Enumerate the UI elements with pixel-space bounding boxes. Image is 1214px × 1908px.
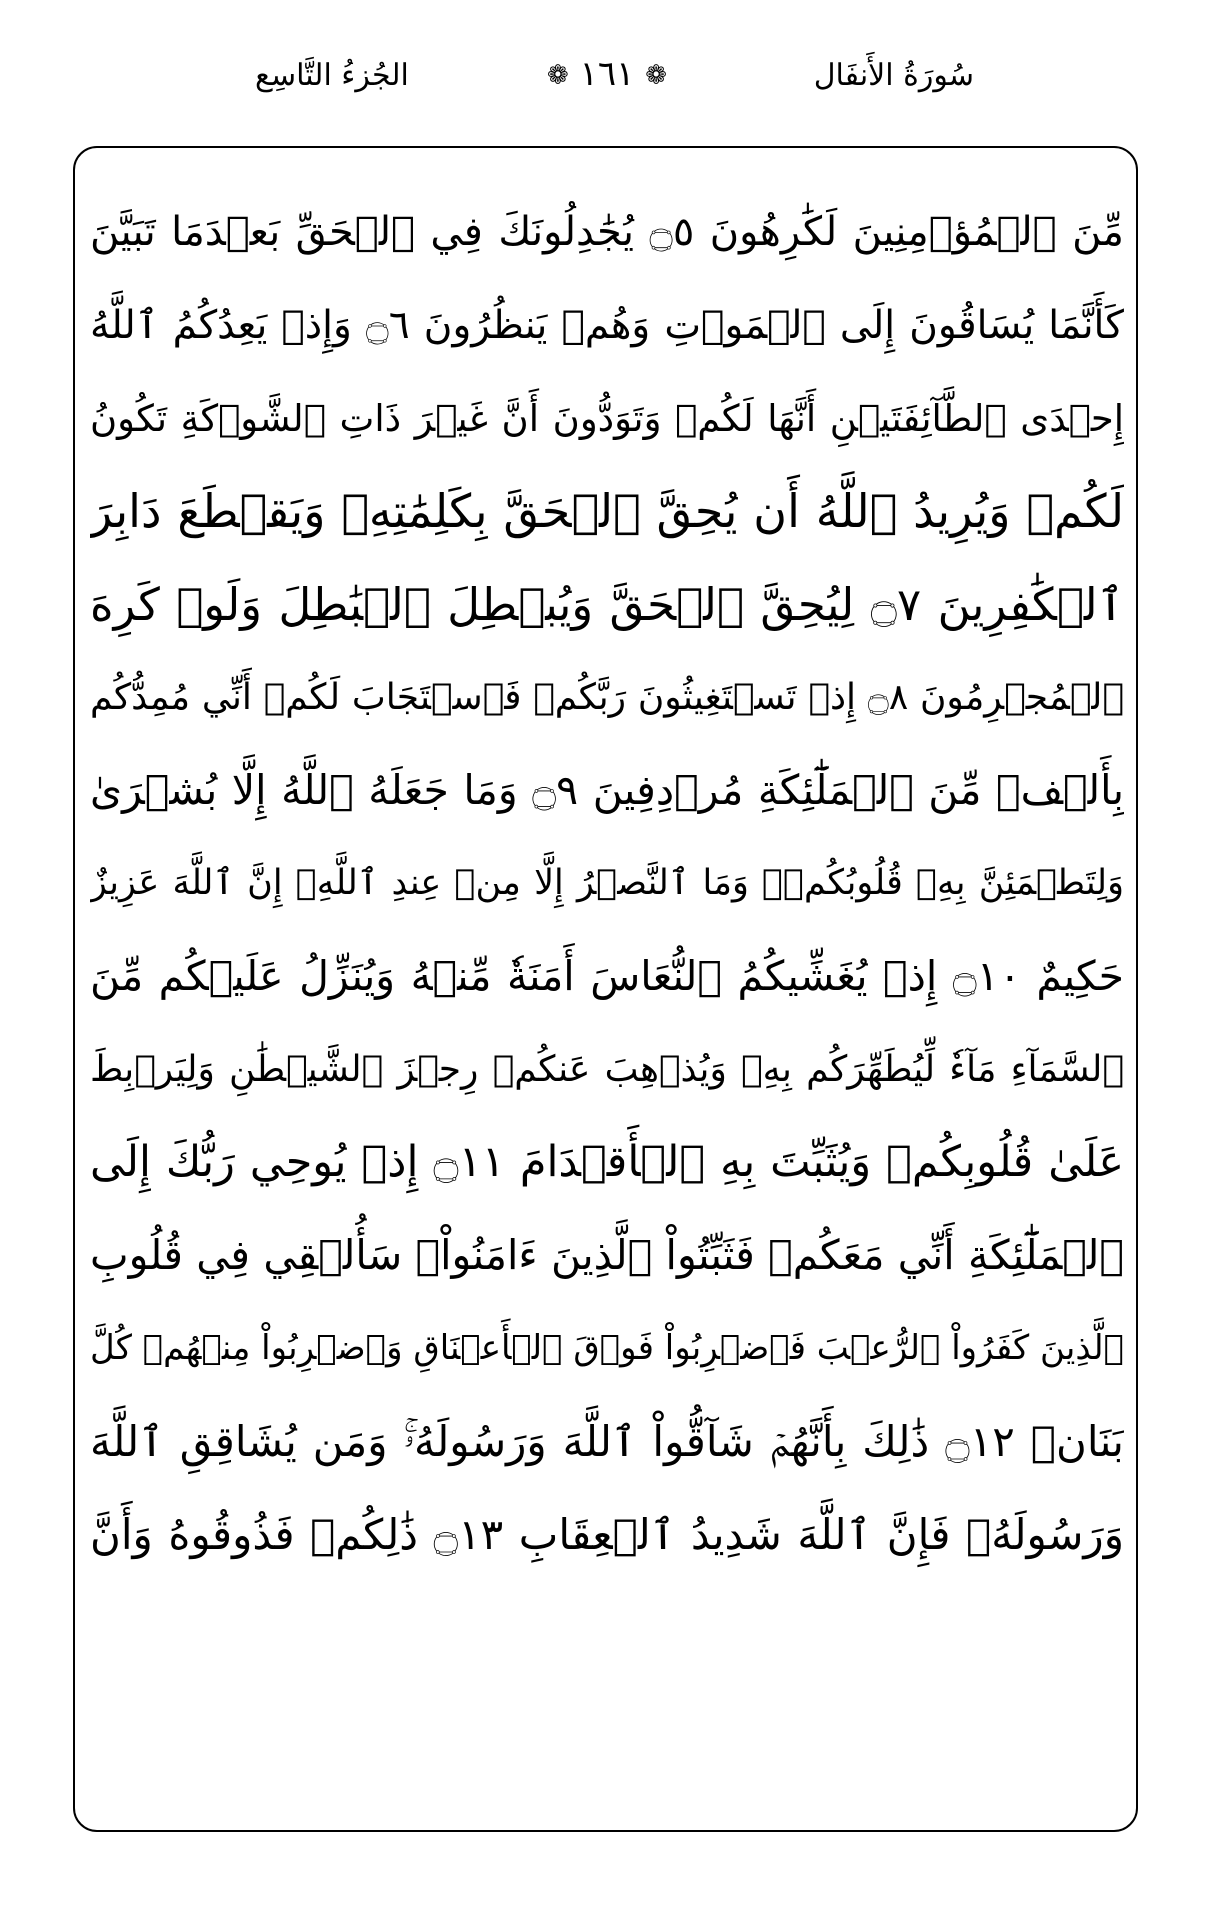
- text-line: عَلَىٰ قُلُوبِكُمۡ وَيُثَبِّتَ بِهِ ٱلۡأَقۡدَامَ ۝١١ إِذۡ يُوحِي رَبُّكَ إِلَى: [90, 1137, 1124, 1187]
- page-header: [0, 40, 1214, 120]
- juz-name: الجُزءُ التَّاسِع: [255, 58, 409, 93]
- ornament-right-icon: ❁: [645, 60, 667, 91]
- text-line: مِّنَ ٱلۡمُؤۡمِنِينَ لَكَٰرِهُونَ ۝٥ يُجَٰدِلُونَكَ فِي ٱلۡحَقِّ بَعۡدَمَا تَبَيَّنَ: [90, 209, 1124, 255]
- text-line: ٱلۡمُجۡرِمُونَ ۝٨ إِذۡ تَسۡتَغِيثُونَ رَبَّكُمۡ فَٱسۡتَجَابَ لَكُمۡ أَنِّي مُمِدُّكُم: [90, 677, 1124, 718]
- page-number: ١٦١: [579, 54, 635, 94]
- text-line: بِأَلۡفٖ مِّنَ ٱلۡمَلَٰٓئِكَةِ مُرۡدِفِينَ ۝٩ وَمَا جَعَلَهُ ٱللَّهُ إِلَّا بُشۡرَىٰ: [90, 766, 1124, 814]
- text-line: ٱلۡكَٰفِرِينَ ۝٧ لِيُحِقَّ ٱلۡحَقَّ وَيُبۡطِلَ ٱلۡبَٰطِلَ وَلَوۡ كَرِهَ: [90, 578, 1124, 631]
- quran-text: [90, 186, 1124, 1581]
- ornament-left-icon: ❁: [546, 60, 569, 91]
- text-line: ٱلۡمَلَٰٓئِكَةِ أَنِّي مَعَكُمۡ فَثَبِّتُواْ ٱلَّذِينَ ءَامَنُواْۚ سَأُلۡقِي فِي قُلُوبِ: [90, 1231, 1124, 1279]
- text-line: ٱلسَّمَآءِ مَآءٗ لِّيُطَهِّرَكُم بِهِۦ وَيُذۡهِبَ عَنكُمۡ رِجۡزَ ٱلشَّيۡطَٰنِ وَلِيَرۡبِطَ: [90, 1049, 1124, 1090]
- page-number-block: [0, 54, 1214, 94]
- text-line: وَرَسُولَهُۥ فَإِنَّ ٱللَّهَ شَدِيدُ ٱلۡعِقَابِ ۝١٣ ذَٰلِكُمۡ فَذُوقُوهُ وَأَنَّ: [90, 1510, 1124, 1559]
- text-line: ٱلَّذِينَ كَفَرُواْ ٱلرُّعۡبَ فَٱضۡرِبُواْ فَوۡقَ ٱلۡأَعۡنَاقِ وَٱضۡرِبُواْ مِنۡهُمۡ كُلَّ: [90, 1328, 1124, 1368]
- text-line: إِحۡدَى ٱلطَّآئِفَتَيۡنِ أَنَّهَا لَكُمۡ وَتَوَدُّونَ أَنَّ غَيۡرَ ذَاتِ ٱلشَّوۡكَةِ تَكُونُ: [90, 397, 1124, 440]
- surah-name: سُورَةُ الأَنفَال: [813, 58, 974, 93]
- text-line: لَكُمۡ وَيُرِيدُ ٱللَّهُ أَن يُحِقَّ ٱلۡحَقَّ بِكَلِمَٰتِهِۦ وَيَقۡطَعَ دَابِرَ: [90, 484, 1124, 538]
- text-line: وَلِتَطۡمَئِنَّ بِهِۦ قُلُوبُكُمۡۚ وَمَا ٱلنَّصۡرُ إِلَّا مِنۡ عِندِ ٱللَّهِۚ إِنَّ ٱللَّهَ عَزِيزٌ: [90, 863, 1124, 903]
- text-line: بَنَانٖ ۝١٢ ذَٰلِكَ بِأَنَّهُمۡ شَآقُّواْ ٱللَّهَ وَرَسُولَهُۥۚ وَمَن يُشَاقِقِ ٱللَّهَ: [90, 1417, 1124, 1466]
- text-line: كَأَنَّمَا يُسَاقُونَ إِلَى ٱلۡمَوۡتِ وَهُمۡ يَنظُرُونَ ۝٦ وَإِذۡ يَعِدُكُمُ ٱللَّهُ: [90, 303, 1124, 348]
- text-line: حَكِيمٌ ۝١٠ إِذۡ يُغَشِّيكُمُ ٱلنُّعَاسَ أَمَنَةٗ مِّنۡهُ وَيُنَزِّلُ عَلَيۡكُم مِّنَ: [90, 952, 1124, 1000]
